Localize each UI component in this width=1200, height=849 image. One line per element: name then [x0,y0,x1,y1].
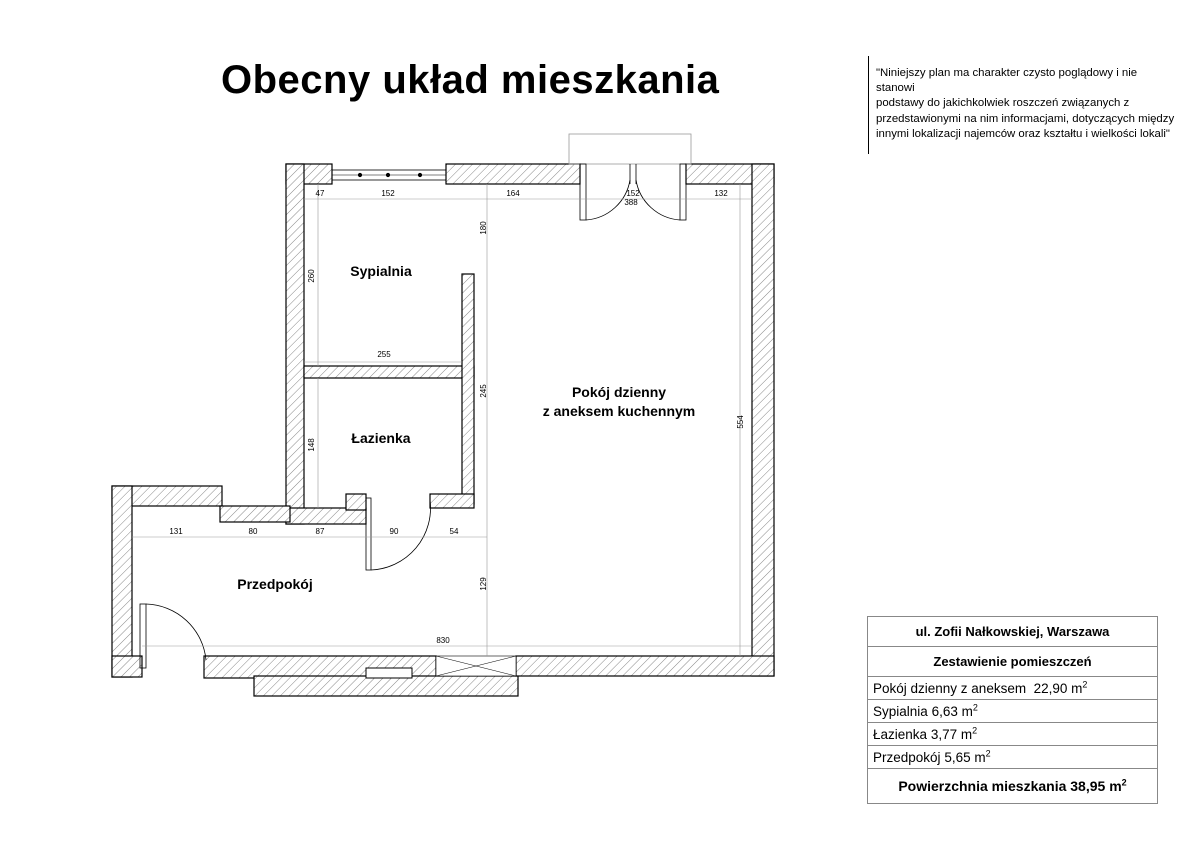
row-name: Łazienka [873,726,928,742]
dim-132: 132 [714,189,728,198]
wall-hall-left [112,486,132,677]
dim-554: 554 [736,415,745,429]
total-label: Powierzchnia mieszkania 38,95 m [898,778,1122,794]
wall-hall-step [220,506,290,522]
room-label-living-2: z aneksem kuchennym [542,403,696,419]
balcony-doors [569,134,691,220]
bottom-niche [366,668,412,678]
disclaimer-line-4: innymi lokalizacji najemców oraz kształtu i wielkości lokali" [876,127,1170,140]
wall-bath-door-jamb [346,494,366,510]
room-label-bedroom: Sypialnia [350,263,412,279]
table-row [868,746,1158,769]
row-name: Przedpokój [873,749,941,765]
wall-right [752,164,774,676]
dim-388: 388 [624,198,638,207]
table-total [868,769,1158,804]
dim-830: 830 [436,636,450,645]
unit-sup: 2 [1082,679,1088,689]
dim-131: 131 [169,527,183,536]
row-value: 22,90 m [1033,680,1083,696]
room-label-bathroom: Łazienka [351,430,411,446]
unit-sup: 2 [972,702,978,712]
row-value: 3,77 m [930,726,973,742]
dim-47: 47 [315,189,325,198]
dimension-lines [132,184,752,656]
dim-129: 129 [479,577,488,591]
row-value: 5,65 m [944,749,986,765]
window-top [332,170,446,180]
disclaimer-line-3: przedstawionymi na nim informacjami, dotyczących między [876,112,1175,125]
wall-bath-bottom-right [430,494,474,508]
dim-245: 245 [479,384,488,398]
unit-sup: 2 [972,725,978,735]
wall-partition-right [462,274,474,504]
unit-sup: 2 [1121,777,1127,788]
wall-left-upper [286,164,304,524]
entrance-door [140,604,206,668]
row-name: Sypialnia [873,703,928,719]
table-heading: Zestawienie pomieszczeń [868,647,1158,677]
table-address: ul. Zofii Nałkowskiej, Warszawa [868,617,1158,647]
wall-bed-bath [304,366,474,378]
dim-260: 260 [307,269,316,283]
wall-bottom-bump [254,676,518,696]
wall-bottom-right [516,656,774,676]
disclaimer-line-1: "Niniejszy plan ma charakter czysto poglądowy i nie stanowi [876,67,1138,95]
unit-sup: 2 [985,748,991,758]
row-name: Pokój dzienny z aneksem [873,680,1027,696]
dim-152: 152 [381,189,395,198]
dim-164: 164 [506,189,520,198]
room-label-living-1: Pokój dzienny [571,384,667,400]
dim-54: 54 [449,527,459,536]
dim-148: 148 [307,438,316,452]
wall-bottom-corner [112,656,142,677]
dim-87: 87 [315,527,325,536]
dim-255: 255 [377,350,391,359]
area-table [867,616,1158,804]
dim-152b: 152 [626,189,640,198]
dim-90: 90 [389,527,399,536]
table-row [868,723,1158,746]
table-row [868,700,1158,723]
dim-180: 180 [479,221,488,235]
wall-top-mid [446,164,580,184]
table-row [868,677,1158,700]
disclaimer-line-2: podstawy do jakichkolwiek roszczeń związanych z [876,97,1130,110]
room-label-hall: Przedpokój [237,576,313,592]
row-value: 6,63 m [931,703,973,719]
dim-80: 80 [248,527,258,536]
walls [112,164,774,696]
page-title: Obecny układ mieszkania [221,58,720,102]
